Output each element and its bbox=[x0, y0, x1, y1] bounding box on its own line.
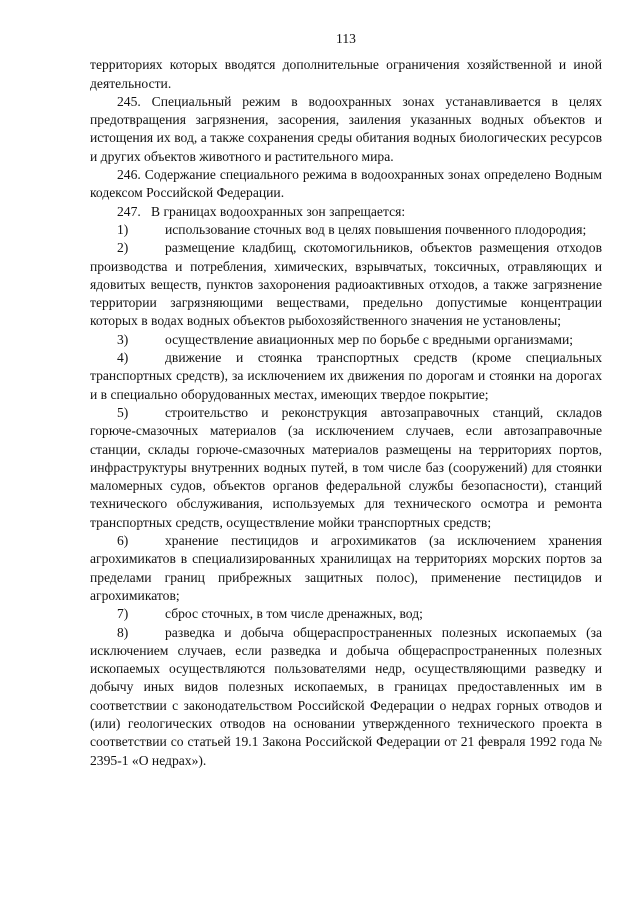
list-item-8 bbox=[90, 624, 602, 770]
list-item-text: осуществление авиационных мер по борьбе с вредными организмами; bbox=[165, 331, 574, 347]
list-item-number: 7) bbox=[117, 606, 129, 622]
list-item-6 bbox=[90, 532, 602, 605]
list-item-text: хранение пестицидов и агрохимикатов (за исключением хранения агрохимикатов в специализированных хранилищах на территориях морских портов за пределами границ прибрежных защитных полос), применение пестицидов и агрохимикатов; bbox=[90, 533, 602, 603]
paragraph-246 bbox=[90, 166, 602, 203]
paragraph-247 bbox=[90, 203, 602, 221]
continued-paragraph: территориях которых вводятся дополнительные ограничения хозяйственной и иной деятельности. bbox=[90, 57, 602, 91]
list-item-text: разведка и добыча общераспространенных полезных ископаемых (за исключением случаев, если разведка и добыча общераспространенных полезных ископаемых осуществляются пользователями недр, осуществляющими разведку и добычу иных видов полезных ископаемых, в границах предоставленных им в соответствии с законодательством Российской Федерации о недрах горных отводов и (или) геологических отводов на основании утвержденного технического проекта в соответствии со статьей 19.1 Закона Российской Федерации от 21 февраля 1992 года № 2395-1 «О недрах»). bbox=[90, 624, 602, 768]
paragraph-number: 246. bbox=[117, 167, 141, 183]
list-item-text: движение и стоянка транспортных средств (кроме специальных транспортных средств), за исключением их движения по дорогам и стоянки на дорогах и в специально оборудованных местах, имеющих твердое покрытие; bbox=[90, 350, 602, 402]
list-item-text: размещение кладбищ, скотомогильников, объектов размещения отходов производства и потребления, химических, взрывчатых, токсичных, отравляющих и ядовитых веществ, пунктов захоронения радиоактивных отходов, а также загрязнение территории загрязняющими веществами, предельно допустимые концентрации которых в водах водных объектов рыбохозяйственного значения не установлены; bbox=[90, 240, 602, 329]
list-item-number: 4) bbox=[117, 350, 129, 366]
list-item-4 bbox=[90, 349, 602, 404]
list-item-number: 6) bbox=[117, 533, 129, 549]
list-item-text: строительство и реконструкция автозаправочных станций, складов горюче-смазочных материалов (за исключением случаев, если автозаправочные станции, склады горюче-смазочных материалов размещены на территориях портов, инфраструктуры внутренних водных путей, в том числе баз (сооружений) для стоянки маломерных судов, объектов органов федеральной службы безопасности), станций технического обслуживания, используемых для технического осмотра и ремонта транспортных средств, осуществление мойки транспортных средств; bbox=[90, 404, 602, 530]
list-item-3 bbox=[90, 331, 602, 349]
paragraph-text: Специальный режим в водоохранных зонах устанавливается в целях предотвращения загрязнения, засорения, заиления указанных водных объектов и истощения их вод, а также сохранения среды обитания водных биологических ресурсов и других объектов животного и растительного мира. bbox=[90, 93, 603, 164]
list-item-number: 3) bbox=[117, 331, 129, 347]
list-item-text: использование сточных вод в целях повышения почвенного плодородия; bbox=[165, 221, 587, 237]
paragraph-text: В границах водоохранных зон запрещается: bbox=[151, 203, 406, 219]
page-number: 113 bbox=[336, 31, 356, 46]
list-item-7 bbox=[90, 605, 602, 623]
paragraph-number: 247. bbox=[117, 203, 141, 219]
paragraph-text: Содержание специального режима в водоохранных зонах определено Водным кодексом Российской Федерации. bbox=[90, 167, 602, 201]
list-item-1 bbox=[90, 221, 602, 239]
paragraph-number: 245. bbox=[117, 93, 141, 109]
list-item-number: 5) bbox=[117, 404, 129, 420]
list-item-number: 1) bbox=[117, 221, 129, 237]
list-item-number: 8) bbox=[117, 624, 129, 640]
list-item-text: сброс сточных, в том числе дренажных, вод; bbox=[165, 606, 423, 622]
list-item-2 bbox=[90, 239, 602, 330]
paragraph-245 bbox=[90, 93, 602, 166]
list-item-5 bbox=[90, 404, 602, 532]
list-item-number: 2) bbox=[117, 240, 129, 256]
